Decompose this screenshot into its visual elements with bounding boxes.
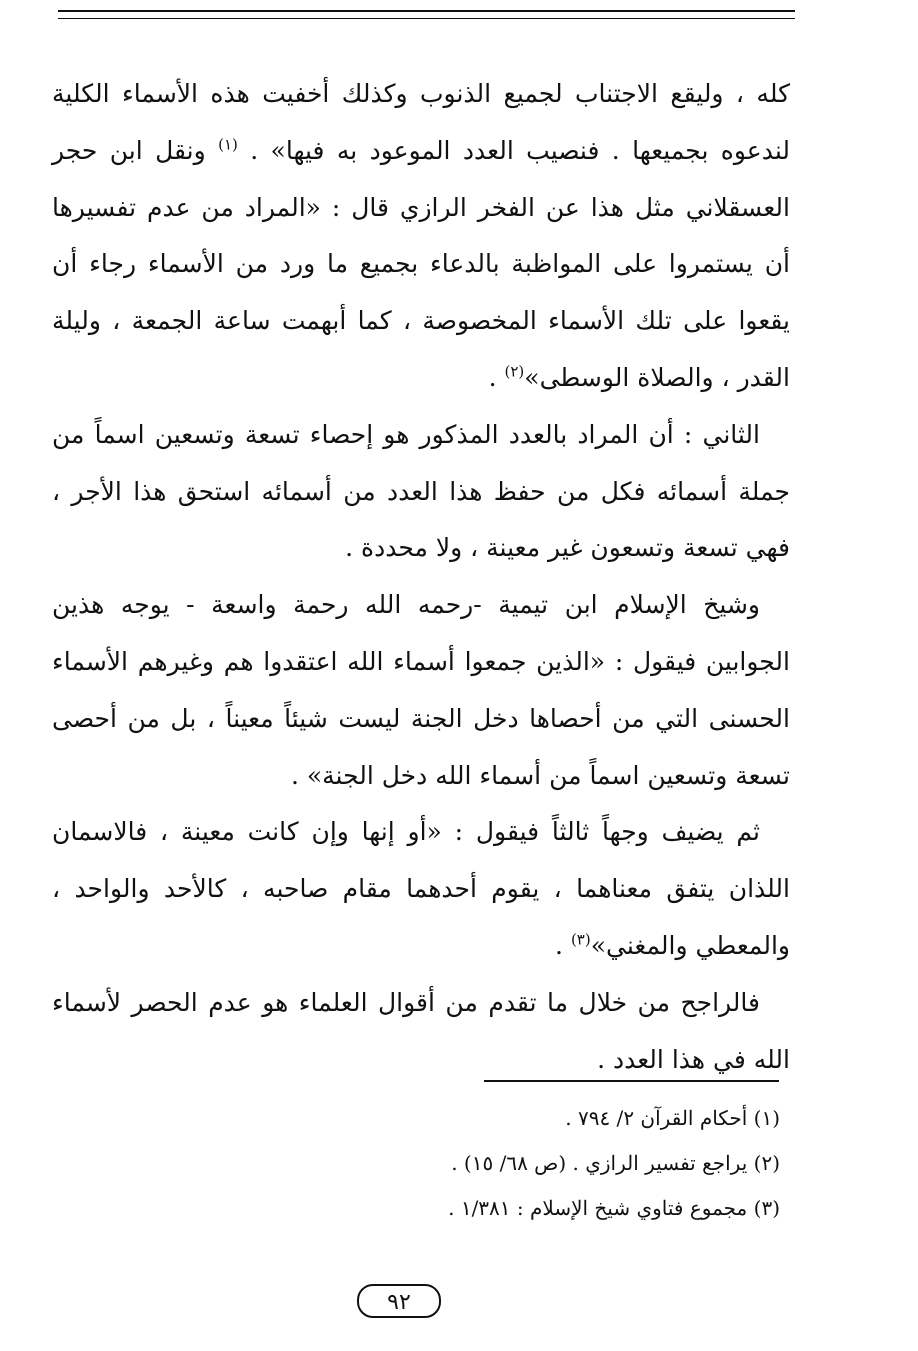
paragraph-3-text: وشيخ الإسلام ابن تيمية -رحمه الله رحمة واسعة - يوجه هذين الجوابين فيقول : «الذين جمعوا أسماء الله اعتقدوا هم وغيرهم الأسماء الحسنى التي من أحصاها دخل الجنة ليست شيئاً معيناً ، بل من أحصى تسعة وتسعين اسماً من أسماء الله دخل الجنة» . [52,590,790,790]
paragraph-4-text: ثم يضيف وجهاً ثالثاً فيقول : «أو إنها وإن كانت معينة ، فالاسمان اللذان يتفق معناهما ، يقوم أحدهما مقام صاحبه ، كالأحد والواحد ، والمعطي والمغني» [52,817,790,960]
paragraph-5 [52,975,790,1089]
paragraph-2 [52,407,790,577]
footnote-marker-2: (٢) [504,362,525,381]
header-rule [58,10,795,12]
footnote-marker-3: (٣) [570,930,591,949]
paragraph-2-text: الثاني : أن المراد بالعدد المذكور هو إحصاء تسعة وتسعين اسماً من جملة أسمائه فكل من حفظ هذا العدد من أسمائه استحق هذا الأجر ، فهي تسعة وتسعون غير معينة ، ولا محددة . [52,419,790,563]
paragraph-1-text-2: ونقل ابن حجر العسقلاني مثل هذا عن الفخر الرازي قال : «المراد من عدم تفسيرها أن يستمروا على المواظبة بالدعاء بجميع ما ورد من الأسماء رجاء أن يقعوا على تلك الأسماء المخصوصة ، كما أبهمت ساعة الجمعة ، وليلة القدر ، والصلاة الوسطى» [52,135,790,392]
footnotes [300,1096,780,1231]
main-text [52,66,790,1088]
paragraph-3 [52,577,790,804]
footnote-3: (٣) مجموع فتاوي شيخ الإسلام : ١/٣٨١ . [448,1196,780,1220]
page-number: ٩٢ [357,1284,441,1318]
footnote-separator [484,1080,779,1082]
header-rule-thin [58,18,795,19]
paragraph-5-text: فالراجح من خلال ما تقدم من أقوال العلماء هو عدم الحصر لأسماء الله في هذا العدد . [52,987,790,1074]
paragraph-1-tail: . [488,362,505,392]
paragraph-1 [52,66,790,407]
footnote-2: (٢) يراجع تفسير الرازي . (ص ٦٨/ ١٥) . [451,1151,780,1175]
paragraph-4 [52,804,790,974]
paragraph-1-text: كله ، وليقع الاجتناب لجميع الذنوب وكذلك أخفيت هذه الأسماء الكلية لندعوه بجميعها . فنصيب العدد الموعود به فيها» . [52,79,790,165]
footnote-1: (١) أحكام القرآن ٢/ ٧٩٤ . [565,1106,780,1130]
footnote-marker-1: (١) [218,135,238,154]
paragraph-4-tail: . [555,930,571,960]
